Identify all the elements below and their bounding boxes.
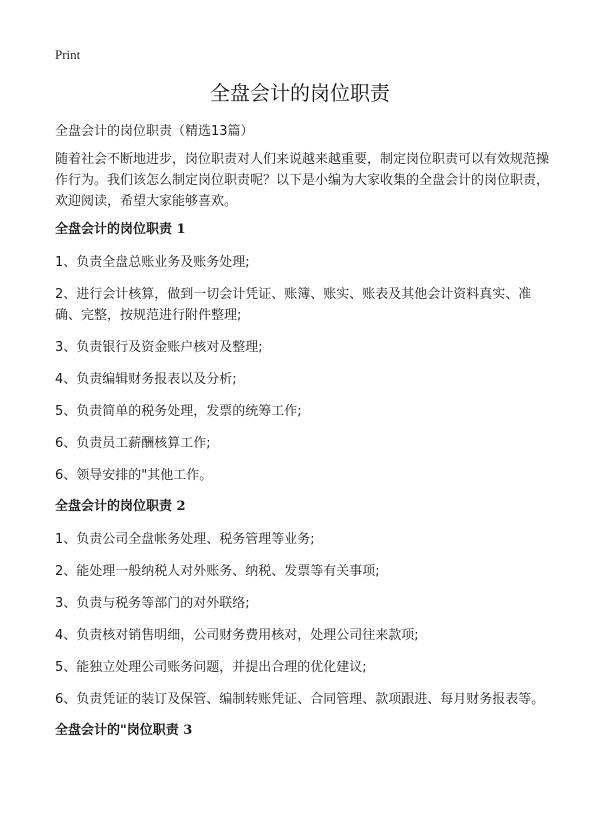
section-1 (55, 220, 550, 486)
list-item: 2、能处理一般纳税人对外账务、纳税、发票等有关事项; (55, 564, 380, 579)
document-body (55, 121, 550, 753)
list-item: 3、负责银行及资金账户核对及整理; (55, 340, 263, 355)
section-3 (55, 721, 550, 741)
list-item: 5、负责简单的税务处理，发票的统筹工作; (55, 404, 302, 419)
list-item: 6、负责凭证的装订及保管、编制转账凭证、合同管理、款项跟进、每月财务报表等。 (55, 692, 545, 707)
list-item: 4、负责编辑财务报表以及分析; (55, 372, 237, 387)
print-link[interactable]: Print (55, 47, 81, 62)
list-item: 4、负责核对销售明细，公司财务费用核对，处理公司往来款项; (55, 628, 419, 643)
list-item: 2、进行会计核算，做到一切会计凭证、账簿、账实、账表及其他会计资料真实、准确、完整，按规范进行附件整理; (55, 287, 532, 323)
list-item: 5、能独立处理公司账务问题，并提出合理的优化建议; (55, 660, 367, 675)
section-heading: 全盘会计的"岗位职责 3 (55, 723, 193, 738)
document-title: 全盘会计的岗位职责 (210, 81, 390, 105)
section-heading: 全盘会计的岗位职责 2 (55, 499, 186, 514)
list-item: 1、负责全盘总账业务及账务处理; (55, 255, 250, 270)
list-item: 1、负责公司全盘帐务处理、税务管理等业务; (55, 532, 315, 547)
list-item: 3、负责与税务等部门的对外联络; (55, 596, 250, 611)
section-heading: 全盘会计的岗位职责 1 (55, 222, 186, 237)
list-item: 6、负责员工薪酬核算工作; (55, 436, 211, 451)
document-subtitle: 全盘会计的岗位职责（精选13篇） (55, 124, 254, 139)
section-2 (55, 497, 550, 710)
list-item: 6、领导安排的"其他工作。 (55, 468, 213, 483)
intro-paragraph: 随着社会不断地进步，岗位职责对人们来说越来越重要，制定岗位职责可以有效规范操作行为。我们该怎么制定岗位职责呢？以下是小编为大家收集的全盘会计的岗位职责，欢迎阅读，希望大家能够喜欢。 (55, 152, 550, 209)
